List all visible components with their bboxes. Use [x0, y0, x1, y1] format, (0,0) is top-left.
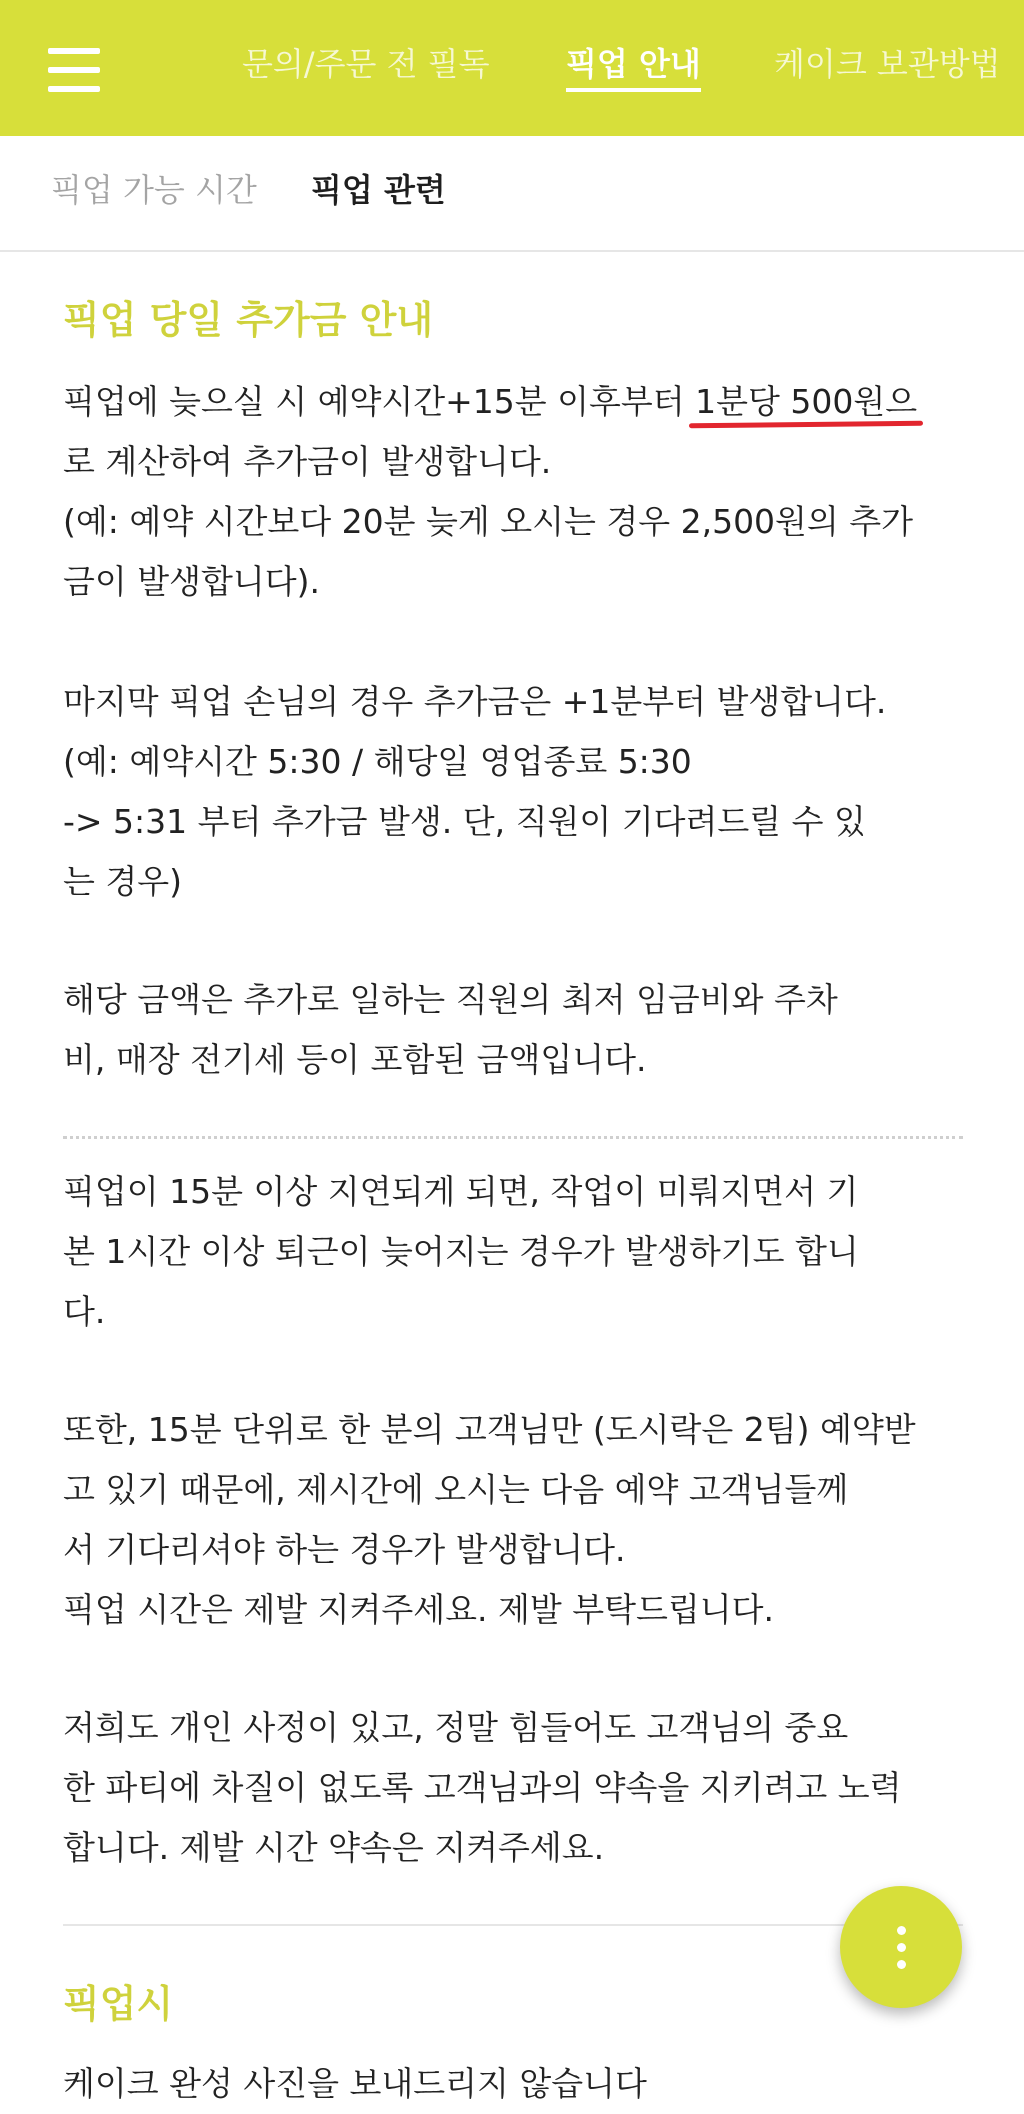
- text-line: 해당 금액은 추가로 일하는 직원의 최저 임금비와 주차: [63, 980, 838, 1019]
- text-line: 픽업 시간은 제발 지켜주세요. 제발 부탁드립니다.: [63, 1590, 774, 1629]
- text-line: 마지막 픽업 손님의 경우 추가금은 +1분부터 발생합니다.: [63, 682, 887, 721]
- text-line: 서 기다리셔야 하는 경우가 발생합니다.: [63, 1530, 626, 1569]
- dotted-divider: [63, 1136, 963, 1139]
- text-line: (예: 예약 시간보다 20분 늦게 오시는 경우 2,500원의 추가: [63, 502, 914, 541]
- text-line: 픽업에 늦으실 시 예약시간+15분 이후부터: [63, 382, 696, 421]
- text-line: 비, 매장 전기세 등이 포함된 금액입니다.: [63, 1040, 647, 1079]
- highlighted-fee-text: 1분당 500원으: [695, 382, 917, 421]
- promise-paragraph: [63, 1698, 973, 1878]
- text-line: 다.: [63, 1292, 106, 1331]
- text-line: 고 있기 때문에, 제시간에 오시는 다음 예약 고객님들께: [63, 1470, 849, 1509]
- text-line: 로 계산하여 추가금이 발생합니다.: [63, 442, 552, 481]
- text-line: 또한, 15분 단위로 한 분의 고객님만 (도시락은 2팀) 예약받: [63, 1410, 916, 1449]
- text-line: -> 5:31 부터 추가금 발생. 단, 직원이 기다려드릴 수 있: [63, 802, 866, 841]
- sub-tab-bar: [0, 136, 1024, 252]
- top-app-bar: [0, 0, 1024, 136]
- text-line: 는 경우): [63, 862, 182, 901]
- section-divider: [63, 1924, 963, 1926]
- more-options-button[interactable]: [840, 1886, 962, 2008]
- reservation-unit-paragraph: [63, 1400, 973, 1640]
- text-line: 금이 발생합니다).: [63, 562, 320, 601]
- text-line: 한 파티에 차질이 없도록 고객님과의 약속을 지키려고 노력: [63, 1768, 902, 1807]
- active-tab-indicator: [566, 88, 701, 92]
- text-line: 본 1시간 이상 퇴근이 늦어지는 경우가 발생하기도 합니: [63, 1232, 859, 1271]
- delay-impact-paragraph: [63, 1162, 973, 1342]
- text-line: 저희도 개인 사정이 있고, 정말 힘들어도 고객님의 중요: [63, 1708, 849, 1747]
- text-line: 케이크 완성 사진을 보내드리지 않습니다: [63, 2064, 647, 2103]
- subtab-pickup-related[interactable]: 픽업 관련: [311, 171, 446, 209]
- tab-pickup-guide[interactable]: 픽업 안내: [566, 45, 701, 83]
- red-underline-mark: [689, 421, 923, 428]
- last-customer-paragraph: [63, 672, 973, 912]
- fee-reason-paragraph: [63, 970, 973, 1090]
- text-line: 픽업이 15분 이상 지연되게 되면, 작업이 미뤄지면서 기: [63, 1172, 859, 1211]
- text-line: 합니다. 제발 시간 약속은 지켜주세요.: [63, 1828, 605, 1867]
- more-vertical-icon: [897, 1926, 906, 1935]
- section-title-at-pickup: 픽업시: [63, 1982, 174, 2026]
- tab-pre-order-notice[interactable]: 문의/주문 전 필독: [242, 45, 490, 83]
- section-title-late-fee: 픽업 당일 추가금 안내: [63, 298, 434, 342]
- hamburger-menu-icon[interactable]: [48, 48, 100, 92]
- late-fee-paragraph: [63, 372, 973, 612]
- tab-cake-storage[interactable]: 케이크 보관방법: [774, 45, 1001, 83]
- text-line: (예: 예약시간 5:30 / 해당일 영업종료 5:30: [63, 742, 692, 781]
- subtab-pickup-hours[interactable]: 픽업 가능 시간: [51, 171, 257, 209]
